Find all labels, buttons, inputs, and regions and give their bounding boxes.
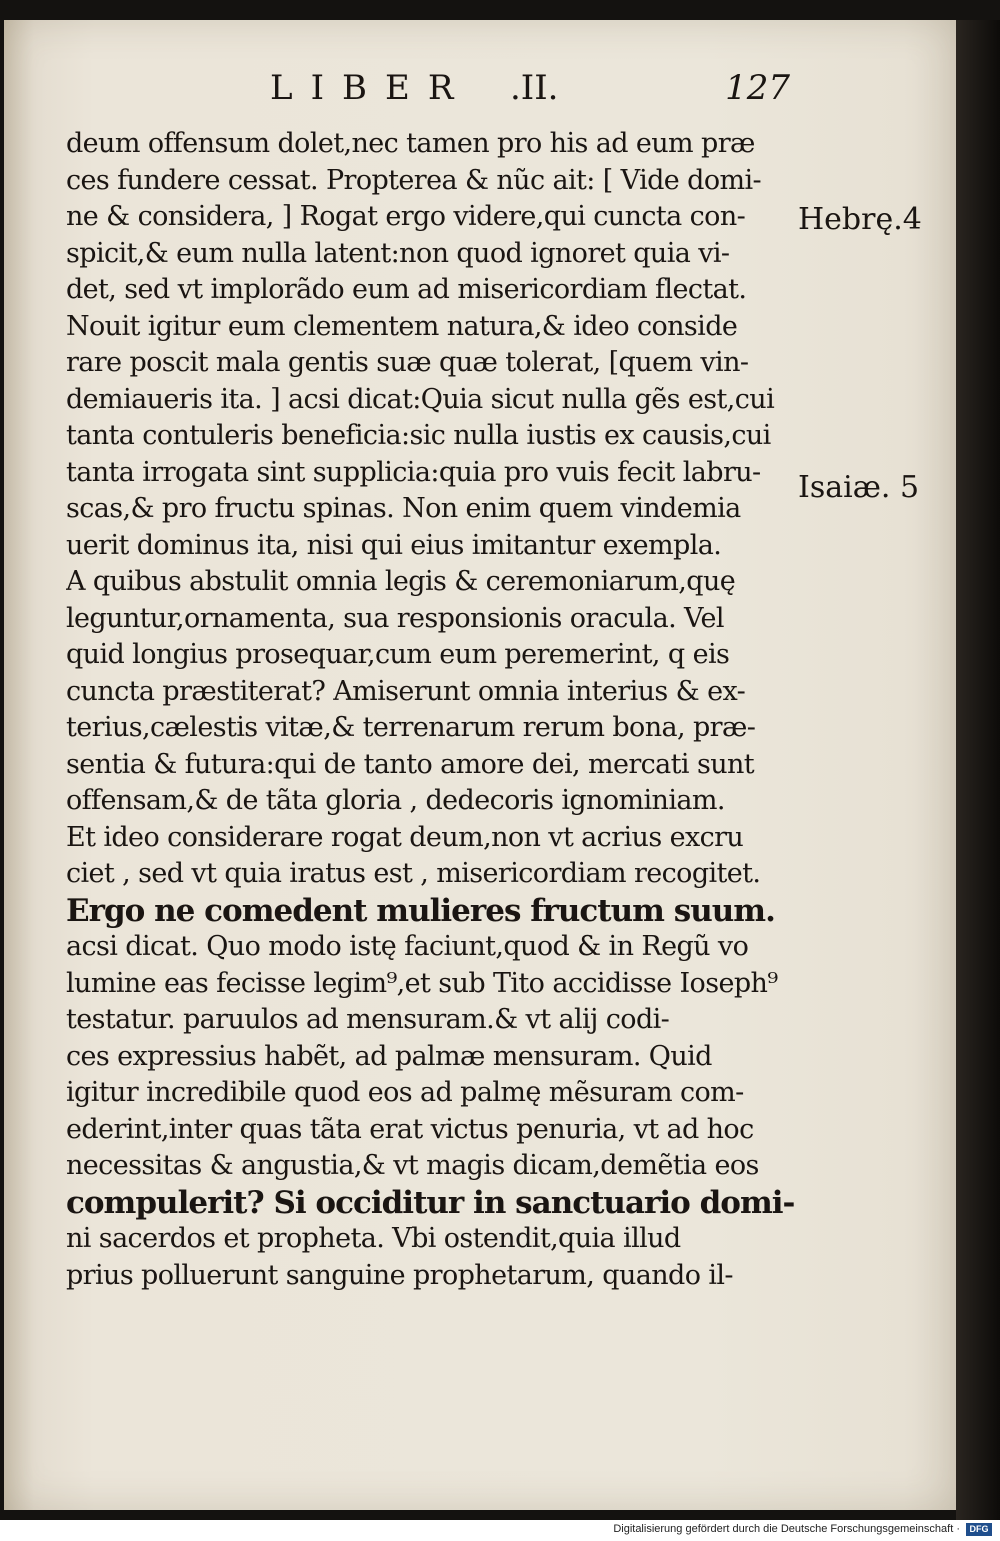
text-line: rare poscit mala gentis suæ quæ tolerat, [quem vin- — [66, 347, 749, 378]
text-line: det, sed vt implorãdo eum ad misericordiam flectat. — [66, 274, 747, 305]
folio-number: 127 — [725, 68, 790, 108]
text-line: ces fundere cessat. Propterea & nũc ait: [ Vide domi- — [66, 164, 762, 196]
footer-credit: Digitalisierung gefördert durch die Deutsche Forschungsgemeinschaft · — [613, 1523, 960, 1535]
text-line: uerit dominus ita, nisi qui eius imitantur exempla. — [66, 529, 722, 561]
running-title: LIBER — [270, 68, 472, 108]
text-line: Ergo ne comedent mulieres fructum suum. — [66, 892, 775, 929]
text-line: ne & considera, ] Rogat ergo videre,qui cuncta con- — [66, 201, 746, 232]
digitization-footer — [0, 1520, 1000, 1541]
text-line: ederint,inter quas tãta erat victus penuria, vt ad hoc — [66, 1113, 754, 1145]
book-number: .II. — [510, 68, 559, 108]
text-line: ces expressius habẽt, ad palmæ mensuram. Quid — [66, 1040, 712, 1072]
text-line: terius,cælestis vitæ,& terrenarum rerum bona, præ- — [66, 712, 756, 743]
text-line: Et ideo considerare rogat deum,non vt acrius excru — [66, 821, 744, 853]
text-line: testatur. paruulos ad mensuram.& vt alij codi- — [66, 1004, 670, 1035]
running-head — [70, 68, 790, 112]
text-line: A quibus abstulit omnia legis & ceremoniarum,quę — [66, 566, 736, 597]
text-line: leguntur,ornamenta, sua responsionis oracula. Vel — [66, 602, 724, 634]
text-line: necessitas & angustia,& vt magis dicam,demẽtia eos — [66, 1150, 759, 1181]
text-line: lumine eas fecisse legim⁹,et sub Tito accidisse Ioseph⁹ — [66, 967, 778, 999]
text-line: igitur incredibile quod eos ad palmę mẽsuram com- — [66, 1077, 744, 1108]
text-line: ciet , sed vt quia iratus est , misericordiam recogitet. — [66, 858, 761, 889]
text-line: spicit,& eum nulla latent:non quod ignoret quia vi- — [66, 237, 730, 269]
page-edge-shadow — [956, 20, 1000, 1520]
text-line: compulerit? Si occiditur in sanctuario domi- — [66, 1184, 794, 1221]
text-line: Nouit igitur eum clementem natura,& ideo conside — [66, 310, 738, 342]
text-line: ni sacerdos et propheta. Vbi ostendit,quia illud — [66, 1223, 681, 1254]
text-line: acsi dicat. Quo modo istę faciunt,quod & in Regũ vo — [66, 931, 749, 962]
text-line: tanta irrogata sint supplicia:quia pro vuis fecit labru- — [66, 456, 761, 488]
text-line: demiaueris ita. ] acsi dicat:Quia sicut nulla gẽs est,cui — [66, 383, 775, 415]
text-line: sentia & futura:qui de tanto amore dei, mercati sunt — [66, 748, 755, 780]
text-line: prius polluerunt sanguine prophetarum, quando il- — [66, 1259, 733, 1291]
text-line: deum offensum dolet,nec tamen pro his ad eum præ — [66, 128, 755, 159]
text-line: offensam,& de tãta gloria , dedecoris ignominiam. — [66, 785, 725, 816]
margin-note-isaiah: Isaiæ. 5 — [798, 470, 920, 505]
body-text — [66, 126, 794, 1294]
text-line: cuncta præstiterat? Amiserunt omnia interius & ex- — [66, 675, 746, 707]
margin-note-hebrews: Hebrę.4 — [798, 202, 922, 237]
text-line: scas,& pro fructu spinas. Non enim quem vindemia — [66, 493, 741, 524]
text-line: tanta contuleris beneficia:sic nulla iustis ex causis,cui — [66, 420, 771, 451]
text-line: quid longius prosequar,cum eum peremerint, q eis — [66, 639, 730, 670]
dfg-logo: DFG — [966, 1523, 992, 1536]
